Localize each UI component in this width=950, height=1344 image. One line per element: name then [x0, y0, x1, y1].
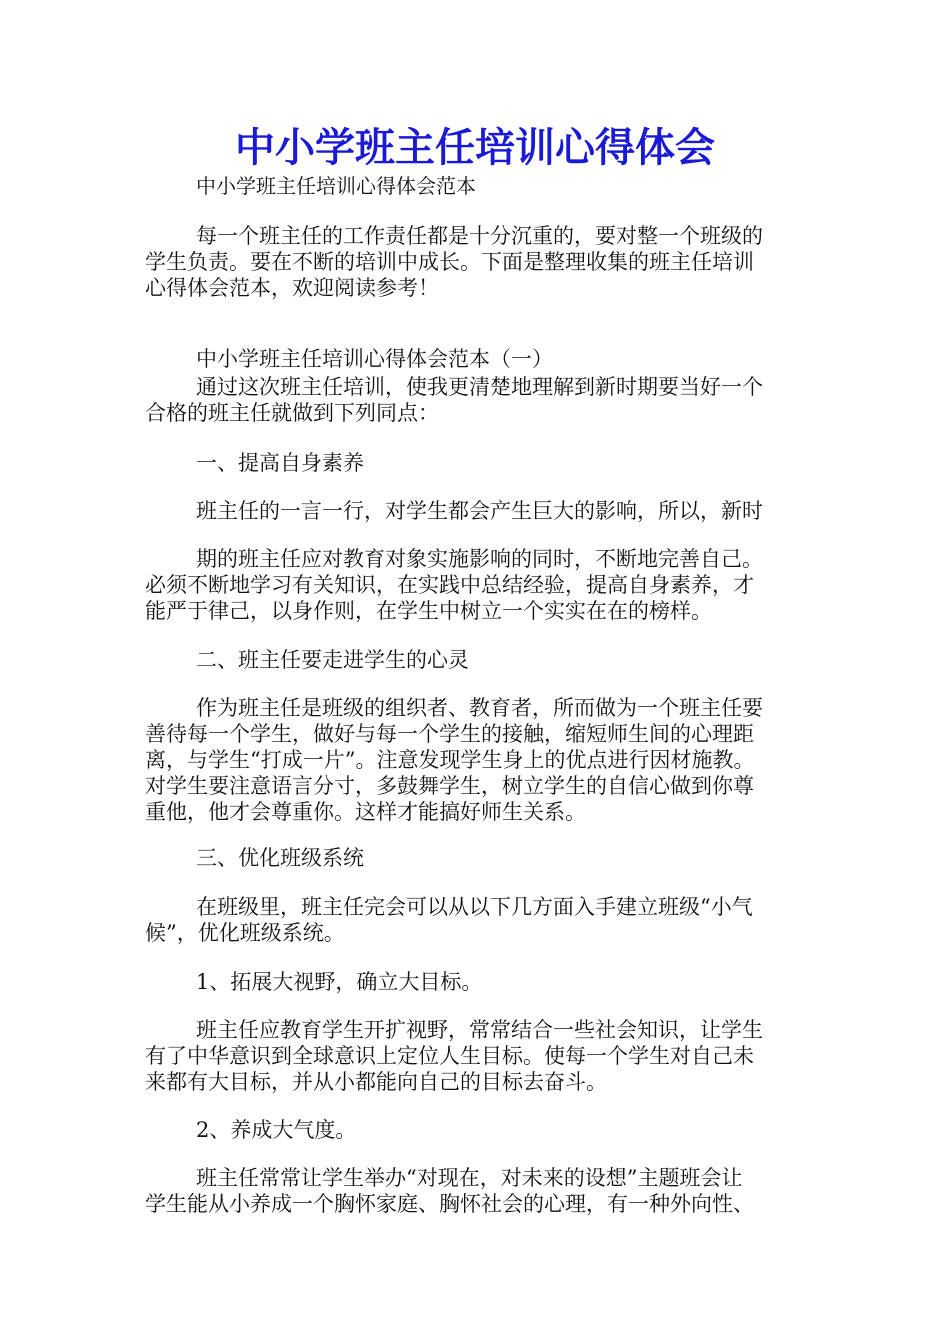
paragraph-line: 能严于律己，以身作则，在学生中树立一个实实在在的榜样。 — [145, 599, 712, 623]
paragraph-line: 班主任应教育学生开扩视野，常常结合一些社会知识，让学生 — [196, 1018, 763, 1042]
document-subtitle: 中小学班主任培训心得体会范本 — [196, 174, 476, 198]
lead-line: 合格的班主任就做到下列同点： — [145, 401, 439, 425]
paragraph-line: 班主任常常让学生举办“对现在，对未来的设想”主题班会让 — [196, 1166, 743, 1190]
paragraph-line: 有了中华意识到全球意识上定位人生目标。使每一个学生对自己未 — [145, 1044, 754, 1068]
subheading-one: 1、拓展大视野，确立大目标。 — [196, 970, 483, 994]
paragraph-line: 重他，他才会尊重你。这样才能搞好师生关系。 — [145, 800, 586, 824]
paragraph-line: 学生能从小养成一个胸怀家庭、胸怀社会的心理，有一种外向性、 — [145, 1192, 754, 1216]
lead-line: 通过这次班主任培训，使我更清楚地理解到新时期要当好一个 — [196, 375, 763, 399]
paragraph-line: 来都有大目标，并从小都能向自己的目标去奋斗。 — [145, 1070, 607, 1094]
paragraph-two — [145, 695, 815, 825]
paragraph-line: 善待每一个学生，做好与每一个学生的接触，缩短师生间的心理距 — [145, 722, 754, 746]
paragraph-four — [145, 1017, 815, 1095]
section-one-lead — [145, 374, 815, 426]
paragraph-line: 候”，优化班级系统。 — [145, 921, 345, 945]
section-one-title: 中小学班主任培训心得体会范本（一） — [196, 347, 553, 371]
heading-two: 二、班主任要走进学生的心灵 — [196, 648, 469, 672]
paragraph-line: 作为班主任是班级的组织者、教育者，所而做为一个班主任要 — [196, 696, 763, 720]
paragraph-line: 对学生要注意语言分寸，多鼓舞学生，树立学生的自信心做到你尊 — [145, 774, 754, 798]
paragraph-one-b — [145, 546, 815, 624]
intro-line: 每一个班主任的工作责任都是十分沉重的，要对整一个班级的 — [196, 224, 763, 248]
intro-line: 心得体会范本，欢迎阅读参考！ — [145, 276, 439, 300]
paragraph-one-a: 班主任的一言一行，对学生都会产生巨大的影响，所以，新时 — [196, 499, 763, 523]
heading-one: 一、提高自身素养 — [196, 451, 364, 475]
paragraph-five — [145, 1165, 815, 1217]
intro-line: 学生负责。要在不断的培训中成长。下面是整理收集的班主任培训 — [145, 250, 754, 274]
intro-paragraph — [145, 223, 815, 301]
paragraph-line: 期的班主任应对教育对象实施影响的同时，不断地完善自己。 — [196, 547, 763, 571]
heading-three: 三、优化班级系统 — [196, 846, 364, 870]
document-title: 中小学班主任培训心得体会 — [235, 125, 715, 171]
paragraph-line: 离，与学生“打成一片”。注意发现学生身上的优点进行因材施教。 — [145, 748, 755, 772]
paragraph-line: 必须不断地学习有关知识，在实践中总结经验，提高自身素养，才 — [145, 573, 754, 597]
subheading-two: 2、养成大气度。 — [196, 1118, 357, 1142]
paragraph-line: 在班级里，班主任完会可以从以下几方面入手建立班级“小气 — [196, 895, 753, 919]
paragraph-three — [145, 894, 815, 946]
